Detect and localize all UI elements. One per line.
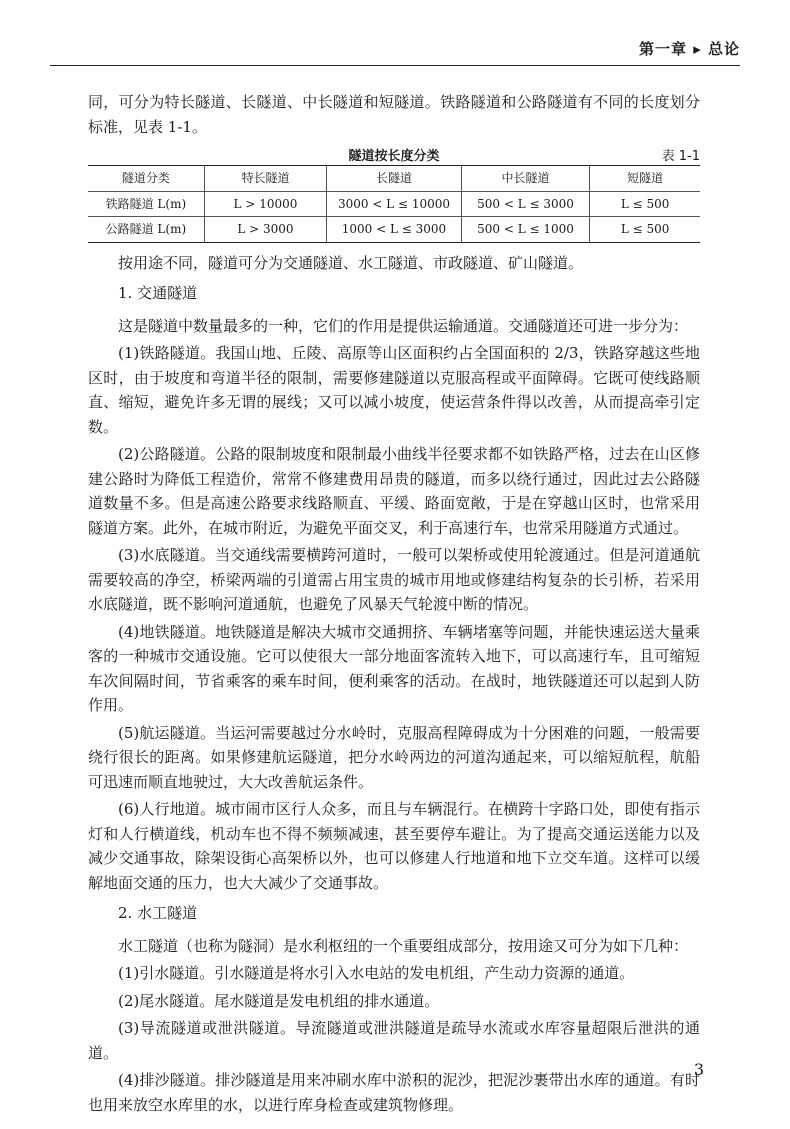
list-item: (2)公路隧道。公路的限制坡度和限制最小曲线半径要求都不如铁路严格，过去在山区修建公路时为降低工程造价，常常不修建费用昂贵的隧道，而多以绕行通过，因此过去公路隧道数量不多。但是高速公路要求线路顺直、平缓、路面宽敞，于是在穿越山区时，也常采用隧道方案。此外，在城市附近，为避免平面交叉，利于高速行车，也常采用隧道方式通过。 bbox=[88, 445, 700, 537]
list-item: (5)航运隧道。当运河需要越过分水岭时，克服高程障碍成为十分困难的问题，一般需要绕行很长的距离。如果修建航运隧道，把分水岭两边的河道沟通起来，可以缩短航程，航船可迅速而顺直地驶过，大大改善航运条件。 bbox=[88, 723, 700, 791]
section-heading-hydraulic: 2. 水工隧道 bbox=[118, 904, 198, 922]
section-heading-traffic: 1. 交通隧道 bbox=[118, 284, 198, 302]
table-header-cell: 长隧道 bbox=[327, 166, 462, 192]
table-cell: 500 < L ≤ 1000 bbox=[461, 217, 590, 243]
table-caption: 隧道按长度分类 bbox=[348, 149, 440, 164]
list-item: (1)引水隧道。引水隧道是将水引入水电站的发电机组，产生动力资源的通道。 bbox=[118, 964, 635, 982]
list-item: (4)地铁隧道。地铁隧道是解决大城市交通拥挤、车辆堵塞等问题，并能快速运送大量乘客的一种城市交通设施。它可以使很大一部分地面客流转入地下，可以高速行车，且可缩短车次间隔时间，节省乘客的乘车时间，便利乘客的活动。在战时，地铁隧道还可以起到人防作用。 bbox=[88, 622, 700, 714]
running-header bbox=[50, 36, 740, 66]
table-header-cell: 特长隧道 bbox=[204, 166, 326, 192]
list-item: (2)尾水隧道。尾水隧道是发电机组的排水通道。 bbox=[118, 991, 440, 1010]
intro-paragraph: 同，可分为特长隧道、长隧道、中长隧道和短隧道。铁路隧道和公路隧道有不同的长度划分标准，见表 1-1。 bbox=[88, 93, 700, 136]
table-row bbox=[88, 217, 700, 243]
table-header-cell: 中长隧道 bbox=[461, 166, 590, 192]
table-cell: L ≤ 500 bbox=[590, 217, 700, 243]
table-cell: L > 10000 bbox=[204, 191, 326, 217]
section-intro: 这是隧道中数量最多的一种，它们的作用是提供运输通道。交通隧道还可进一步分为： bbox=[118, 316, 689, 335]
table-cell: 铁路隧道 L(m) bbox=[88, 191, 204, 217]
table-cell: 500 < L ≤ 3000 bbox=[461, 191, 590, 217]
table-row bbox=[88, 191, 700, 217]
section-intro: 水工隧道（也称为隧洞）是水利枢纽的一个重要组成部分，按用途又可分为如下几种： bbox=[118, 936, 689, 955]
list-item: (3)水底隧道。当交通线需要横跨河道时，一般可以架桥或使用轮渡通过。但是河道通航需要较高的净空，桥梁两端的引道需占用宝贵的城市用地或修建结构复杂的长引桥，若采用水底隧道，既不影响河道通航，也避免了风暴天气轮渡中断的情况。 bbox=[88, 546, 700, 613]
page-body bbox=[88, 90, 700, 1120]
list-item: (4)排沙隧道。排沙隧道是用来冲刷水库中淤积的泥沙，把泥沙裹带出水库的通道。有时也用来放空水库里的水，以进行库身检查或建筑物修理。 bbox=[88, 1071, 700, 1114]
table-number: 表 1-1 bbox=[661, 149, 700, 164]
table-cell: 3000 < L ≤ 10000 bbox=[327, 191, 462, 217]
table-header-cell: 隧道分类 bbox=[88, 166, 204, 192]
table-cell: L > 3000 bbox=[204, 217, 326, 243]
use-classification-paragraph: 按用途不同，隧道可分为交通隧道、水工隧道、市政隧道、矿山隧道。 bbox=[118, 253, 584, 272]
list-item: (3)导流隧道或泄洪隧道。导流隧道或泄洪隧道是疏导水流或水库容量超限后泄洪的通道。 bbox=[88, 1019, 700, 1062]
chapter-title: 第一章 ▸ 总论 bbox=[639, 40, 740, 58]
table-cell: L ≤ 500 bbox=[590, 191, 700, 217]
table-caption-row bbox=[88, 143, 700, 165]
tunnel-length-table bbox=[88, 165, 700, 243]
table-header-cell: 短隧道 bbox=[590, 166, 700, 192]
list-item: (6)人行地道。城市闹市区行人众多，而且与车辆混行。在横跨十字路口处，即使有指示灯和人行横道线，机动车也不得不频频减速，甚至要停车避让。为了提高交通运送能力以及减少交通事故，除架设街心高架桥以外，也可以修建人行地道和地下立交车道。这样可以缓解地面交通的压力，也大大减少了交通事故。 bbox=[88, 800, 700, 892]
list-item: (1)铁路隧道。我国山地、丘陵、高原等山区面积约占全国面积的 2/3，铁路穿越这些地区时，由于坡度和弯道半径的限制，需要修建隧道以克服高程或平面障碍。它既可使线路顺直、缩短，避免许多无谓的展线；又可以减小坡度，使运营条件得以改善，从而提高牵引定数。 bbox=[88, 344, 700, 436]
table-cell: 1000 < L ≤ 3000 bbox=[327, 217, 462, 243]
table-cell: 公路隧道 L(m) bbox=[105, 222, 187, 236]
page-number: 3 bbox=[693, 1060, 704, 1079]
